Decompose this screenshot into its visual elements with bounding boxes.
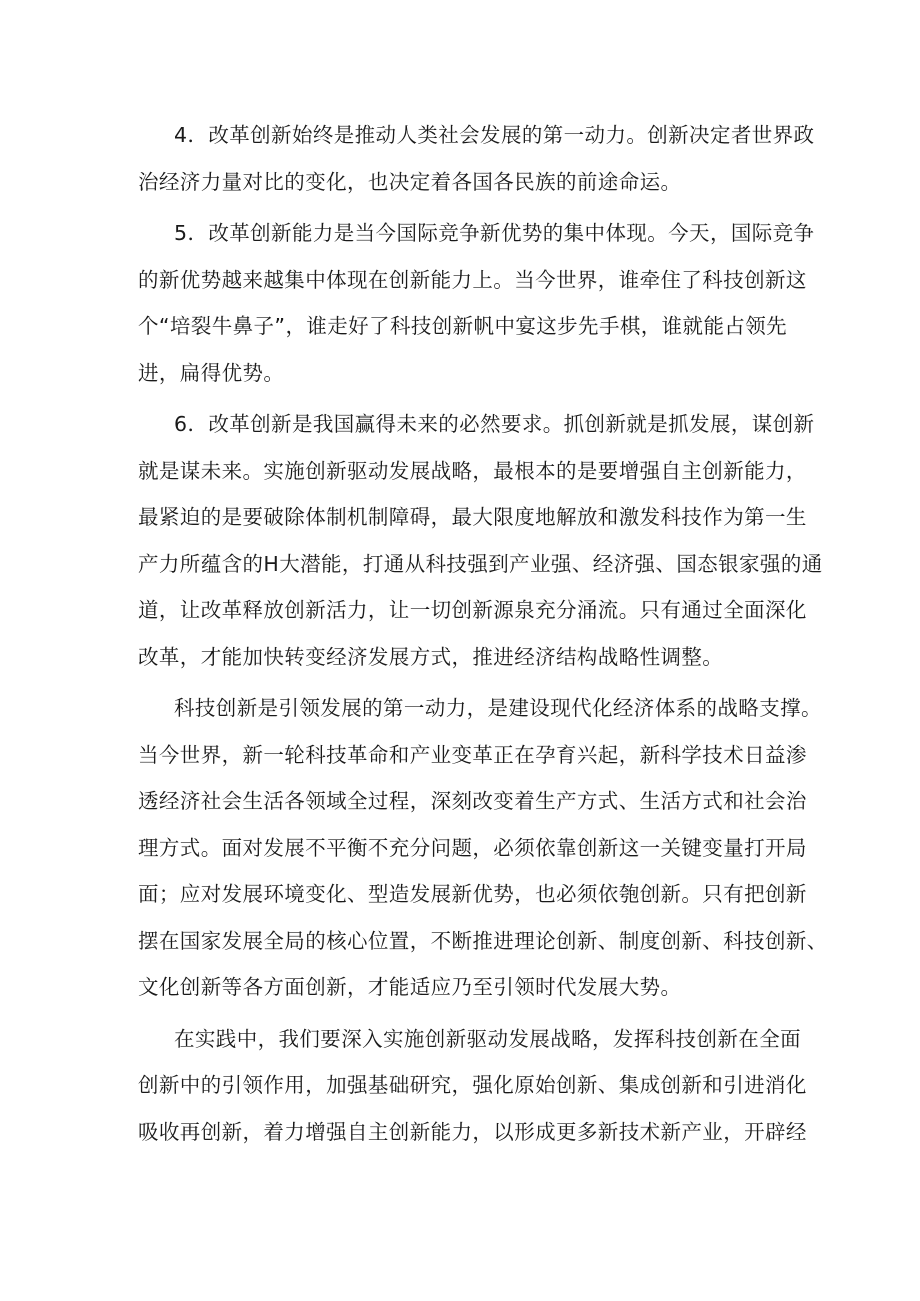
text-line: 面；应对发展环境变化、型造发展新优势，也必须依匏创新。只有把创新 bbox=[138, 882, 807, 906]
paragraph-point-5 bbox=[138, 210, 815, 396]
text-line: 理方式。面对发展不平衡不充分问题，必须依靠创新这一关键变量打开局 bbox=[138, 835, 807, 860]
paragraph-tech-innovation bbox=[138, 685, 828, 1011]
paragraph-point-4 bbox=[138, 112, 815, 205]
paragraph-in-practice bbox=[138, 1016, 807, 1156]
text-line: 最紧迫的是要破除体制机制障碍，最大限度地解放和激发科技作为第一生 bbox=[138, 505, 807, 529]
text-line: 就是谋未来。实施创新驱动发展战略，最根本的是要增强自主创新能力， bbox=[138, 458, 807, 483]
text-line: 5．改革创新能力是当今国际竞争新优势的集中体现。今天，国际竞争 bbox=[174, 221, 815, 245]
document-body bbox=[138, 112, 828, 1155]
text-line: 道，让改革释放创新活力，让一切创新源泉充分涌流。只有通过全面深化 bbox=[138, 598, 807, 622]
text-line: 的新优势越来越集中体现在创新能力上。当今世界，谁牵住了科技创新这 bbox=[138, 267, 807, 292]
text-line: 摆在国家发展全局的核心位置，不断推进理论创新、制度创新、科技创新、 bbox=[138, 928, 828, 953]
text-line: 文化创新等各方面创新，才能适应乃至引领时代发展大势。 bbox=[138, 975, 682, 999]
paragraph-point-6 bbox=[138, 401, 823, 680]
text-line: 创新中的引领作用，加强基础研究，强化原始创新、集成创新和引进消化 bbox=[138, 1073, 807, 1097]
text-line: 当今世界，新一轮科技革命和产业变革正在孕育兴起，新科学技术日益渗 bbox=[138, 742, 807, 767]
text-line: 治经济力量对比的变化，也决定着各国各民族的前途命运。 bbox=[138, 169, 682, 194]
text-line: 产力所蕴含的H大潜能，打通从科技强到产业强、经济强、国态银家强的通 bbox=[138, 551, 823, 576]
text-line: 进，扁得优势。 bbox=[138, 360, 285, 385]
text-line: 透经济社会生活各领域全过程，深刻改变着生产方式、生活方式和社会治 bbox=[138, 789, 807, 813]
text-line: 科技创新是引领发展的第一动力，是建设现代化经济体系的战略支撑。 bbox=[174, 696, 822, 720]
text-line: 个“培裂牛鼻子”，谁走好了科技创新帆中宴这步先手棋，谁就能占领先 bbox=[138, 314, 788, 338]
text-line: 4．改革创新始终是推动人类社会发展的第一动力。创新决定者世界政 bbox=[174, 123, 815, 147]
text-line: 在实践中，我们要深入实施创新驱动发展战略，发挥科技创新在全面 bbox=[174, 1026, 801, 1051]
text-line: 6．改革创新是我国赢得未来的必然要求。抓创新就是抓发展，谋创新 bbox=[174, 412, 815, 436]
text-line: 吸收再创新，着力增强自主创新能力，以形成更多新技术新产业，开辟经 bbox=[138, 1119, 807, 1144]
text-line: 改革，才能加快转变经济发展方式，推进经济结构战略性调整。 bbox=[138, 644, 724, 669]
